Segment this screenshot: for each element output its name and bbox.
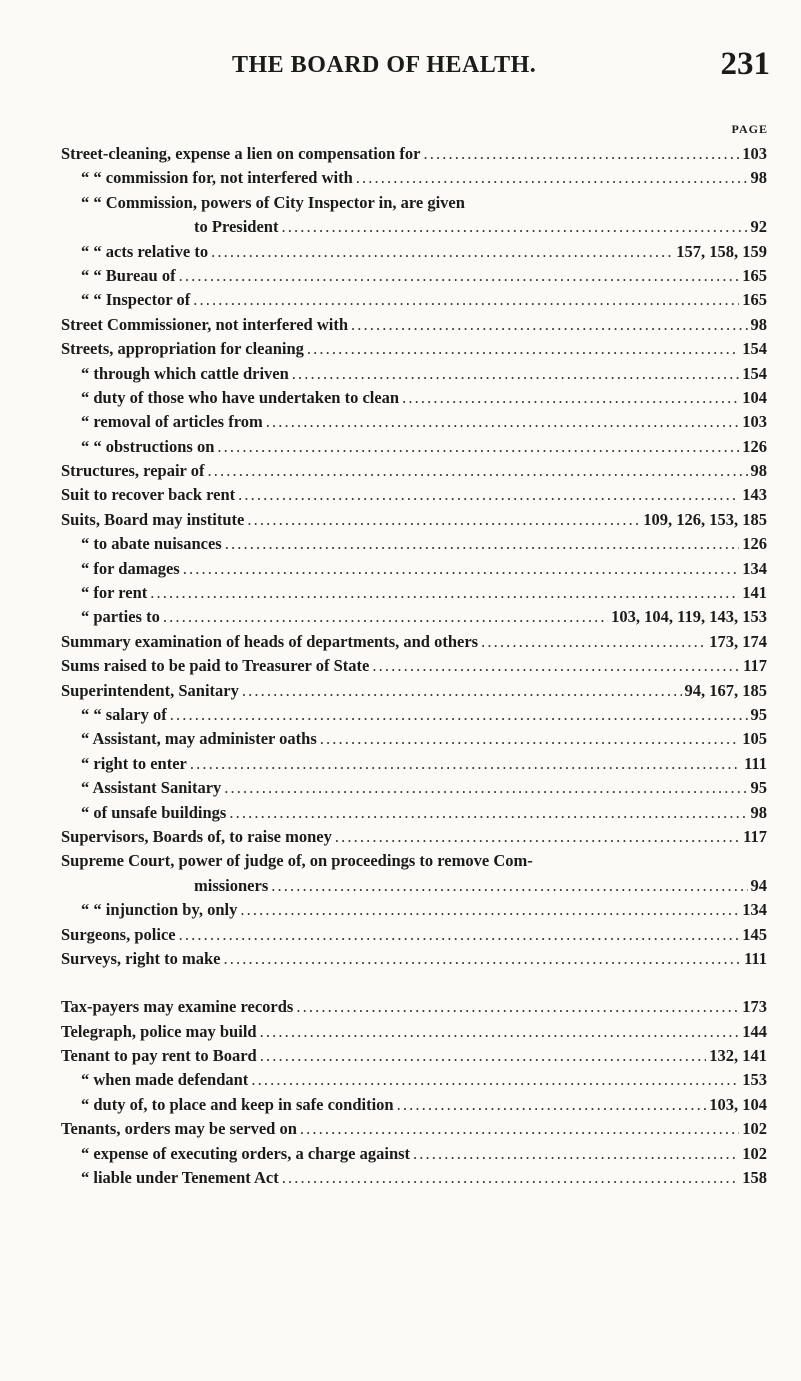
index-entry: [61, 459, 767, 483]
entry-pages: 145: [742, 924, 767, 944]
dot-leader: [296, 995, 739, 1019]
entry-text: “ duty of those who have undertaken to clean: [81, 387, 400, 407]
index-entry: [61, 1142, 767, 1166]
entry-pages: 117: [743, 826, 767, 846]
entry-pages: 111: [744, 948, 767, 968]
entry-text: “ parties to: [81, 607, 160, 627]
dot-leader: [351, 313, 747, 337]
entry-text: Streets, appropriation for cleaning: [61, 339, 304, 359]
dot-leader: [266, 410, 740, 434]
index-entry: [61, 995, 767, 1019]
entry-text: “ expense of executing orders, a charge against: [81, 1143, 411, 1163]
dot-leader: [183, 557, 740, 581]
index-entry: [61, 874, 767, 898]
dot-leader: [307, 337, 739, 361]
index-entry: [61, 191, 767, 215]
dot-leader: [402, 386, 739, 410]
entry-text: missioners: [194, 875, 269, 895]
entry-pages: 95: [750, 704, 767, 724]
index-entry: [61, 1117, 767, 1141]
index-entry: [61, 142, 767, 166]
entry-text: Street Commissioner, not interfered with: [61, 314, 349, 334]
dot-leader: [179, 923, 740, 947]
running-title: THE BOARD OF HEALTH.: [232, 52, 537, 78]
index-entry: [61, 386, 767, 410]
dot-leader: [282, 1166, 740, 1190]
dot-leader: [300, 1117, 739, 1141]
entry-pages: 134: [742, 900, 767, 920]
dot-leader: [217, 435, 739, 459]
entry-pages: 103: [742, 144, 767, 163]
entry-text: “ “ commission for, not interfered with: [81, 168, 353, 188]
entry-pages: 105: [742, 729, 767, 749]
index-entry: [61, 410, 767, 434]
entry-pages: 95: [750, 778, 767, 798]
entry-text: Tenant to pay rent to Board: [61, 1046, 257, 1066]
dot-leader: [225, 532, 740, 556]
dot-leader: [481, 630, 706, 654]
entry-text: “ through which cattle driven: [81, 363, 289, 383]
entry-pages: 165: [742, 290, 767, 310]
entry-pages: 98: [750, 461, 767, 481]
entry-pages: 173: [742, 997, 767, 1017]
index-entry: [61, 605, 767, 629]
index-entry: [61, 508, 767, 532]
index-entry: [61, 532, 767, 556]
dot-leader: [224, 776, 747, 800]
entry-text: “ “ injunction by, only: [81, 900, 238, 920]
dot-leader: [207, 459, 747, 483]
dot-leader: [423, 142, 739, 166]
index-entry: [61, 825, 767, 849]
entry-text: Supreme Court, power of judge of, on proceedings to remove Com-: [61, 851, 533, 871]
dot-leader: [372, 654, 740, 678]
entry-pages: 98: [750, 168, 767, 188]
index-entry: [61, 776, 767, 800]
entry-text: Surgeons, police: [61, 924, 176, 944]
dot-leader: [150, 581, 739, 605]
entry-text: “ for damages: [81, 558, 180, 578]
dot-leader: [320, 727, 739, 751]
index-entry: [61, 849, 767, 873]
entry-text: Superintendent, Sanitary: [61, 680, 239, 700]
entry-pages: 158: [742, 1168, 767, 1188]
dot-leader: [356, 166, 748, 190]
index-entry: [61, 947, 767, 971]
dot-leader: [240, 898, 739, 922]
index-entry: [61, 483, 767, 507]
dot-leader: [251, 1068, 739, 1092]
entry-text: Tenants, orders may be served on: [61, 1119, 297, 1139]
entry-text: “ Assistant, may administer oaths: [81, 729, 317, 749]
entry-text: “ Assistant Sanitary: [81, 778, 222, 798]
entry-pages: 154: [742, 363, 767, 383]
dot-leader: [397, 1093, 707, 1117]
entry-pages: 132, 141: [709, 1046, 767, 1066]
entry-pages: 103, 104, 119, 143, 153: [611, 607, 767, 627]
dot-leader: [179, 264, 740, 288]
entry-pages: 92: [750, 217, 767, 237]
entry-text: Structures, repair of: [61, 461, 205, 481]
dot-leader: [170, 703, 748, 727]
index-entry: [61, 557, 767, 581]
entry-pages: 111: [744, 753, 767, 773]
index-entry: [61, 923, 767, 947]
entry-text: Supervisors, Boards of, to raise money: [61, 826, 332, 846]
dot-leader: [238, 483, 739, 507]
entry-pages: 103, 104: [709, 1094, 767, 1114]
index-entry: [61, 215, 767, 239]
entry-pages: 157, 158, 159: [676, 241, 767, 261]
entry-pages: 109, 126, 153, 185: [643, 509, 767, 529]
entry-pages: 144: [742, 1021, 767, 1041]
entry-text: “ duty of, to place and keep in safe condition: [81, 1094, 394, 1114]
entry-pages: 94, 167, 185: [684, 680, 767, 700]
page-header: [0, 46, 801, 86]
entry-text: “ of unsafe buildings: [81, 802, 227, 822]
index-entry: [61, 898, 767, 922]
index-entry: [61, 435, 767, 459]
entry-text: “ for rent: [81, 583, 148, 603]
entry-pages: 141: [742, 583, 767, 603]
entry-text: Suit to recover back rent: [61, 485, 236, 505]
page-column-label: PAGE: [731, 122, 768, 136]
entry-pages: 98: [750, 802, 767, 822]
index-entry: [61, 581, 767, 605]
index-entry: [61, 264, 767, 288]
entry-pages: 98: [750, 314, 767, 334]
dot-leader: [242, 679, 682, 703]
index-entry: [61, 362, 767, 386]
index-entry: [61, 1068, 767, 1092]
entry-pages: 117: [743, 656, 767, 676]
index-entry: [61, 1044, 767, 1068]
index-entry: [61, 1166, 767, 1190]
entry-pages: 104: [742, 387, 767, 407]
index-entry: [61, 166, 767, 190]
entry-text: Surveys, right to make: [61, 948, 221, 968]
index-entry: [61, 337, 767, 361]
entry-text: “ when made defendant: [81, 1070, 249, 1090]
entry-text: “ “ Commission, powers of City Inspector in, are given: [81, 192, 465, 212]
index-entry: [61, 240, 767, 264]
entry-text: “ “ salary of: [81, 704, 167, 724]
dot-leader: [271, 874, 747, 898]
index-entry: [61, 679, 767, 703]
entry-text: “ “ Inspector of: [81, 290, 191, 310]
index-entry: [61, 703, 767, 727]
dot-leader: [193, 288, 739, 312]
entry-pages: 126: [742, 534, 767, 554]
entry-pages: 173, 174: [709, 631, 767, 651]
dot-leader: [260, 1044, 707, 1068]
entry-pages: 165: [742, 265, 767, 285]
entry-text: Tax-payers may examine records: [61, 997, 294, 1017]
entry-text: Street-cleaning, expense a lien on compensation for: [61, 144, 421, 163]
page-number: 231: [720, 46, 770, 82]
entry-pages: 126: [742, 436, 767, 456]
dot-leader: [247, 508, 640, 532]
entry-pages: 103: [742, 412, 767, 432]
entry-pages: 94: [750, 875, 767, 895]
entry-text: Suits, Board may institute: [61, 509, 245, 529]
dot-leader: [281, 215, 747, 239]
index-entry: [61, 801, 767, 825]
entry-text: “ liable under Tenement Act: [81, 1168, 279, 1188]
entry-pages: 143: [742, 485, 767, 505]
entry-text: Sums raised to be paid to Treasurer of State: [61, 656, 370, 676]
dot-leader: [335, 825, 740, 849]
index-entry: [61, 313, 767, 337]
index-entry: [61, 654, 767, 678]
entry-text: “ removal of articles from: [81, 412, 263, 432]
index-entries: [61, 142, 767, 1190]
dot-leader: [163, 605, 608, 629]
entry-pages: 153: [742, 1070, 767, 1090]
entry-pages: 102: [742, 1119, 767, 1139]
dot-leader: [190, 752, 741, 776]
entry-text: “ “ acts relative to: [81, 241, 209, 261]
entry-text: Telegraph, police may build: [61, 1021, 257, 1041]
index-entry: [61, 752, 767, 776]
dot-leader: [229, 801, 747, 825]
index-entry: [61, 630, 767, 654]
dot-leader: [413, 1142, 739, 1166]
index-entry: [61, 1020, 767, 1044]
entry-pages: 134: [742, 558, 767, 578]
entry-pages: 102: [742, 1143, 767, 1163]
dot-leader: [260, 1020, 740, 1044]
dot-leader: [224, 947, 742, 971]
entry-text: “ to abate nuisances: [81, 534, 222, 554]
index-entry: [61, 1093, 767, 1117]
entry-text: “ “ Bureau of: [81, 265, 176, 285]
index-entry: [61, 288, 767, 312]
dot-leader: [211, 240, 673, 264]
entry-text: “ right to enter: [81, 753, 187, 773]
index-entry: [61, 727, 767, 751]
entry-text: to President: [194, 217, 279, 237]
dot-leader: [292, 362, 739, 386]
entry-pages: 154: [742, 339, 767, 359]
entry-text: Summary examination of heads of departments, and others: [61, 631, 479, 651]
entry-text: “ “ obstructions on: [81, 436, 215, 456]
